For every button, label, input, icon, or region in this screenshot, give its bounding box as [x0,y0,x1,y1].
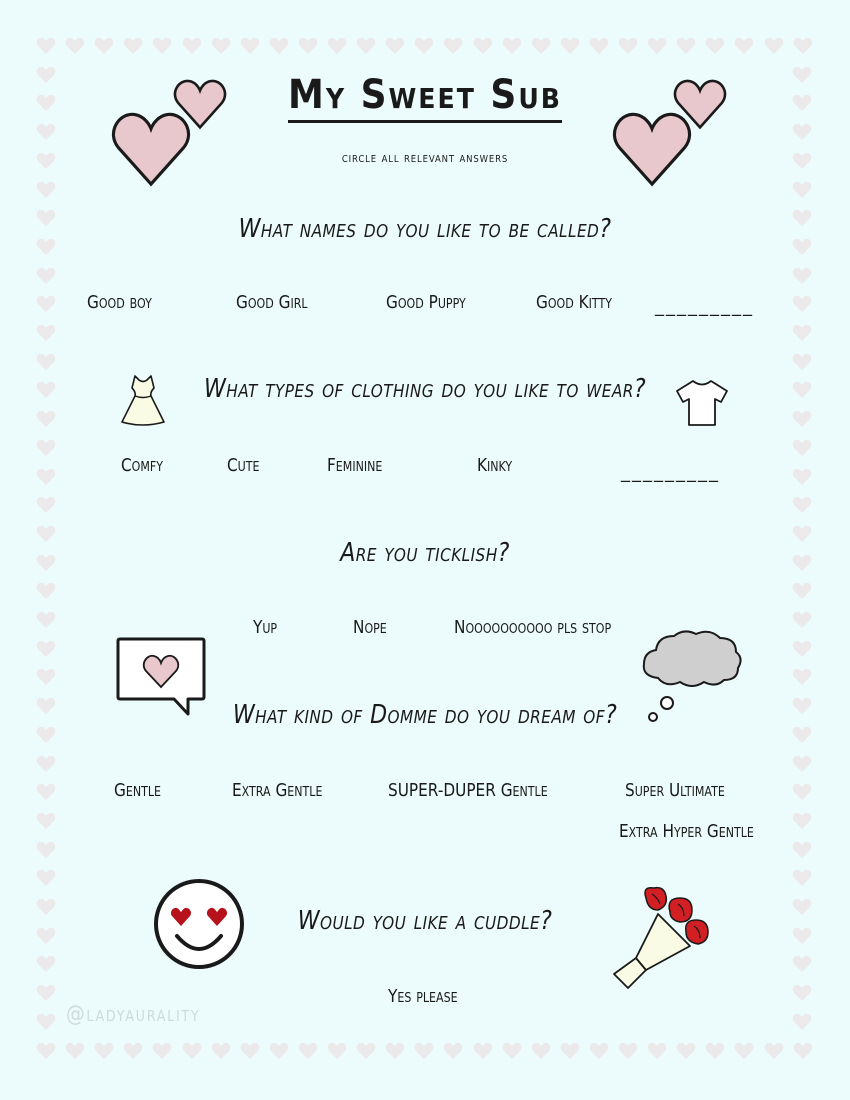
border-heart-icon [36,525,56,543]
answer-option[interactable]: Yup [253,617,278,638]
border-heart-icon [618,37,638,55]
border-heart-icon [792,812,812,830]
border-heart-icon [618,1042,638,1060]
answer-option[interactable]: Super Ultimate [625,780,725,801]
border-heart-icon [792,525,812,543]
border-heart-icon [792,898,812,916]
question-names: What names do you like to be called? [238,214,612,244]
border-heart-icon [792,841,812,859]
border-heart-icon [36,181,56,199]
answer-option[interactable]: Kinky [477,455,513,476]
border-heart-icon [792,295,812,313]
border-heart-icon [123,37,143,55]
border-heart-icon [792,238,812,256]
border-heart-icon [240,1042,260,1060]
border-heart-icon [414,1042,434,1060]
border-heart-icon [94,37,114,55]
border-heart-icon [36,812,56,830]
border-heart-icon [764,1042,784,1060]
write-in-blank[interactable]: _________ [655,296,754,317]
border-heart-icon [356,1042,376,1060]
answer-option[interactable]: Nope [353,617,387,638]
border-heart-icon [123,1042,143,1060]
border-heart-icon [793,37,813,55]
border-heart-icon [36,123,56,141]
answer-option[interactable]: SUPER-DUPER Gentle [388,780,548,801]
page-subtitle: circle all relevant answers [341,150,509,166]
border-heart-icon [792,267,812,285]
border-heart-icon [298,37,318,55]
tshirt-icon [675,378,729,428]
border-heart-icon [792,582,812,600]
page-title: My Sweet Sub [0,72,850,118]
border-heart-icon [792,439,812,457]
rose-bouquet-icon [612,886,714,990]
border-heart-icon [152,1042,172,1060]
border-heart-icon [734,1042,754,1060]
border-heart-icon [676,1042,696,1060]
border-heart-icon [792,468,812,486]
border-heart-icon [589,37,609,55]
border-heart-icon [560,1042,580,1060]
border-heart-icon [676,37,696,55]
border-heart-icon [792,324,812,342]
border-heart-icon [36,582,56,600]
border-heart-icon [792,927,812,945]
border-heart-icon [502,1042,522,1060]
border-heart-icon [36,410,56,428]
border-heart-icon [356,37,376,55]
border-heart-icon [36,152,56,170]
border-heart-icon [792,726,812,744]
border-heart-icon [792,152,812,170]
answer-option[interactable]: Good boy [87,292,152,313]
border-heart-icon [792,1013,812,1031]
heart-icon [174,78,226,130]
border-heart-icon [152,37,172,55]
border-heart-icon [792,668,812,686]
border-heart-icon [36,955,56,973]
border-heart-icon [792,697,812,715]
border-heart-icon [36,927,56,945]
border-heart-icon [705,1042,725,1060]
question-domme: What kind of Domme do you dream of? [232,700,618,730]
border-heart-icon [36,554,56,572]
border-heart-icon [65,1042,85,1060]
question-cuddle: Would you like a cuddle? [297,906,553,936]
border-heart-icon [36,697,56,715]
border-heart-icon [385,1042,405,1060]
border-heart-icon [792,783,812,801]
border-heart-icon [414,37,434,55]
border-heart-icon [36,1042,56,1060]
border-heart-icon [36,726,56,744]
border-heart-icon [36,295,56,313]
border-heart-icon [65,37,85,55]
border-heart-icon [36,381,56,399]
border-heart-icon [240,37,260,55]
border-heart-icon [211,37,231,55]
answer-option[interactable]: Good Kitty [536,292,612,313]
border-heart-icon [792,869,812,887]
border-heart-icon [443,1042,463,1060]
answer-option[interactable]: Good Girl [236,292,308,313]
border-heart-icon [647,1042,667,1060]
watermark: @ladyaurality [66,1002,201,1027]
question-clothing: What types of clothing do you like to wear? [203,374,646,404]
border-heart-icon [36,37,56,55]
border-heart-icon [36,611,56,629]
border-heart-icon [734,37,754,55]
border-heart-icon [211,1042,231,1060]
border-heart-icon [792,496,812,514]
border-heart-icon [705,37,725,55]
border-heart-icon [792,955,812,973]
border-heart-icon [36,267,56,285]
border-heart-icon [36,1013,56,1031]
border-heart-icon [182,1042,202,1060]
border-heart-icon [36,238,56,256]
border-heart-icon [94,1042,114,1060]
border-heart-icon [792,123,812,141]
border-heart-icon [36,640,56,658]
border-heart-icon [792,181,812,199]
border-heart-icon [792,640,812,658]
border-heart-icon [792,410,812,428]
border-heart-icon [473,1042,493,1060]
border-heart-icon [36,841,56,859]
border-heart-icon [531,37,551,55]
border-heart-icon [36,496,56,514]
border-heart-icon [36,668,56,686]
border-heart-icon [36,439,56,457]
border-heart-icon [327,37,347,55]
border-heart-icon [36,869,56,887]
border-heart-icon [182,37,202,55]
answer-option[interactable]: Cute [227,455,260,476]
border-heart-icon [502,37,522,55]
answer-option[interactable]: Good Puppy [386,292,466,313]
border-heart-icon [792,755,812,773]
answer-option[interactable]: Feminine [327,455,383,476]
border-heart-icon [36,353,56,371]
question-ticklish: Are you ticklish? [340,538,510,568]
border-heart-icon [792,554,812,572]
border-heart-icon [327,1042,347,1060]
answer-option[interactable]: Gentle [114,780,162,801]
border-heart-icon [792,381,812,399]
border-heart-icon [793,1042,813,1060]
border-heart-icon [443,37,463,55]
border-heart-icon [385,37,405,55]
answer-option[interactable]: Noooooooooo pls stop [454,617,612,638]
border-heart-icon [473,37,493,55]
border-heart-icon [36,324,56,342]
border-heart-icon [560,37,580,55]
border-heart-icon [36,898,56,916]
border-heart-icon [589,1042,609,1060]
border-heart-icon [36,209,56,227]
border-heart-icon [36,984,56,1002]
answer-option[interactable]: Extra Gentle [232,780,323,801]
border-heart-icon [531,1042,551,1060]
border-heart-icon [792,209,812,227]
answer-option[interactable]: Comfy [121,455,164,476]
answer-option[interactable]: Extra Hyper Gentle [619,821,754,842]
border-heart-icon [269,37,289,55]
border-heart-icon [647,37,667,55]
border-heart-icon [792,984,812,1002]
border-heart-icon [298,1042,318,1060]
border-heart-icon [792,611,812,629]
border-heart-icon [36,783,56,801]
write-in-blank[interactable]: _________ [621,462,720,483]
answer-option[interactable]: Yes please [388,986,458,1007]
border-heart-icon [269,1042,289,1060]
border-heart-icon [792,353,812,371]
border-heart-icon [764,37,784,55]
heart-icon [674,78,726,130]
border-heart-icon [36,755,56,773]
border-heart-icon [36,468,56,486]
